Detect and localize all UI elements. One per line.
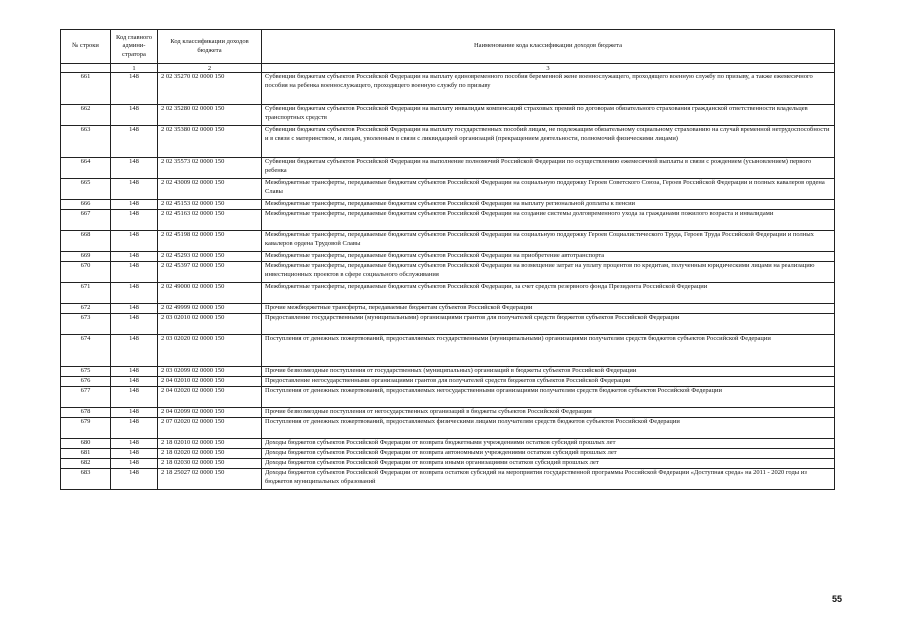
column-index: 2 (158, 64, 262, 73)
table-row (61, 158, 835, 179)
table-row (61, 314, 835, 335)
table-row (61, 418, 835, 439)
table-header-row (61, 30, 835, 64)
admin-code-cell: 148 (111, 200, 158, 210)
table-row (61, 105, 835, 126)
table-row (61, 439, 835, 449)
admin-code-cell: 148 (111, 231, 158, 252)
admin-code-cell: 148 (111, 105, 158, 126)
table-row (61, 459, 835, 469)
row-number-cell: 666 (61, 200, 111, 210)
code-name-cell: Межбюджетные трансферты, передаваемые бюджетам субъектов Российской Федерации на социальную поддержку Героев Социалистического Труда, Героев Труда Российской Федерации и полных кавалеров ордена Трудовой Славы (262, 231, 835, 252)
row-number-cell: 667 (61, 210, 111, 231)
row-number-cell: 676 (61, 377, 111, 387)
classification-code-cell: 2 03 02020 02 0000 150 (158, 335, 262, 367)
table-row (61, 126, 835, 158)
table-row (61, 367, 835, 377)
admin-code-cell: 148 (111, 439, 158, 449)
classification-code-cell: 2 02 45397 02 0000 150 (158, 262, 262, 283)
admin-code-cell: 148 (111, 262, 158, 283)
row-number-cell: 680 (61, 439, 111, 449)
code-name-cell: Межбюджетные трансферты, передаваемые бюджетам субъектов Российской Федерации на приобретение автотранспорта (262, 252, 835, 262)
admin-code-cell: 148 (111, 418, 158, 439)
admin-code-cell: 148 (111, 126, 158, 158)
row-number-cell: 669 (61, 252, 111, 262)
row-number-cell: 664 (61, 158, 111, 179)
row-number-cell: 678 (61, 408, 111, 418)
admin-code-cell: 148 (111, 252, 158, 262)
table-row (61, 231, 835, 252)
classification-code-cell: 2 02 45163 02 0000 150 (158, 210, 262, 231)
table-row (61, 262, 835, 283)
row-number-cell: 681 (61, 449, 111, 459)
classification-code-cell: 2 03 02099 02 0000 150 (158, 367, 262, 377)
code-name-cell: Прочие безвозмездные поступления от негосударственных организаций в бюджеты субъектов Российской Федерации (262, 408, 835, 418)
table-row (61, 73, 835, 105)
code-name-cell: Межбюджетные трансферты, передаваемые бюджетам субъектов Российской Федерации на возмещение затрат на уплату процентов по кредитам, полученным юридическими лицами на реализацию инвестиционных проектов в сфере социального обслуживания (262, 262, 835, 283)
classification-code-cell: 2 02 43009 02 0000 150 (158, 179, 262, 200)
table-row (61, 408, 835, 418)
classification-code-cell: 2 02 45153 02 0000 150 (158, 200, 262, 210)
row-number-cell: 671 (61, 283, 111, 304)
row-number-cell: 665 (61, 179, 111, 200)
header-classification-code: Код классификации доходов бюджета (158, 30, 262, 64)
classification-code-cell: 2 04 02020 02 0000 150 (158, 387, 262, 408)
header-code-name: Наименование кода классификации доходов бюджета (262, 30, 835, 64)
admin-code-cell: 148 (111, 377, 158, 387)
admin-code-cell: 148 (111, 469, 158, 490)
table-row (61, 283, 835, 304)
admin-code-cell: 148 (111, 73, 158, 105)
column-index: 1 (111, 64, 158, 73)
row-number-cell: 670 (61, 262, 111, 283)
classification-code-cell: 2 04 02010 02 0000 150 (158, 377, 262, 387)
code-name-cell: Субвенции бюджетам субъектов Российской Федерации на выполнение полномочий Российской Федерации по осуществлению ежемесячной выплаты в связи с рождением (усыновлением) первого ребенка (262, 158, 835, 179)
table-row (61, 387, 835, 408)
row-number-cell: 663 (61, 126, 111, 158)
column-index: 3 (262, 64, 835, 73)
classification-code-cell: 2 02 35270 02 0000 150 (158, 73, 262, 105)
classification-code-cell: 2 18 02030 02 0000 150 (158, 459, 262, 469)
admin-code-cell: 148 (111, 283, 158, 304)
table-row (61, 210, 835, 231)
classification-code-cell: 2 02 45293 02 0000 150 (158, 252, 262, 262)
classification-code-cell: 2 03 02010 02 0000 150 (158, 314, 262, 335)
row-number-cell: 682 (61, 459, 111, 469)
row-number-cell: 668 (61, 231, 111, 252)
table-row (61, 252, 835, 262)
code-name-cell: Прочие безвозмездные поступления от государственных (муниципальных) организаций в бюджеты субъектов Российской Федерации (262, 367, 835, 377)
admin-code-cell: 148 (111, 314, 158, 335)
classification-code-cell: 2 18 02010 02 0000 150 (158, 439, 262, 449)
header-row-number: № строки (61, 30, 111, 64)
table-row (61, 179, 835, 200)
code-name-cell: Межбюджетные трансферты, передаваемые бюджетам субъектов Российской Федерации на создание системы долговременного ухода за гражданами пожилого возраста и инвалидами (262, 210, 835, 231)
code-name-cell: Поступления от денежных пожертвований, предоставляемых физическими лицами получателям средств бюджетов субъектов Российской Федерации (262, 418, 835, 439)
code-name-cell: Межбюджетные трансферты, передаваемые бюджетам субъектов Российской Федерации на выплату региональной доплаты к пенсии (262, 200, 835, 210)
admin-code-cell: 148 (111, 210, 158, 231)
admin-code-cell: 148 (111, 387, 158, 408)
row-number-cell: 673 (61, 314, 111, 335)
row-number-cell: 674 (61, 335, 111, 367)
row-number-cell: 672 (61, 304, 111, 314)
admin-code-cell: 148 (111, 179, 158, 200)
row-number-cell: 675 (61, 367, 111, 377)
classification-code-cell: 2 04 02099 02 0000 150 (158, 408, 262, 418)
code-name-cell: Предоставление государственными (муниципальными) организациями грантов для получателей средств бюджетов субъектов Российской Федерации (262, 314, 835, 335)
code-name-cell: Субвенции бюджетам субъектов Российской Федерации на выплату государственных пособий лицам, не подлежащим обязательному социальному страхованию на случай временной нетрудоспособности и в связи с материнством, и лицам, уволенным в связи с ликвидацией организаций (прекращением деятельности, полномочий физическими лицами) (262, 126, 835, 158)
code-name-cell: Субвенции бюджетам субъектов Российской Федерации на выплату единовременного пособия беременной жене военнослужащего, проходящего военную службу по призыву, а также ежемесячного пособия на ребенка военнослужащего, проходящего военную службу по призыву (262, 73, 835, 105)
row-number-cell: 683 (61, 469, 111, 490)
classification-code-cell: 2 02 35573 02 0000 150 (158, 158, 262, 179)
admin-code-cell: 148 (111, 408, 158, 418)
classification-code-cell: 2 02 49000 02 0000 150 (158, 283, 262, 304)
code-name-cell: Доходы бюджетов субъектов Российской Федерации от возврата иными организациями остатков субсидий прошлых лет (262, 459, 835, 469)
classification-code-cell: 2 02 45198 02 0000 150 (158, 231, 262, 252)
budget-classification-table (60, 29, 835, 490)
admin-code-cell: 148 (111, 367, 158, 377)
row-number-cell: 661 (61, 73, 111, 105)
classification-code-cell: 2 18 02020 02 0000 150 (158, 449, 262, 459)
classification-code-cell: 2 02 35280 02 0000 150 (158, 105, 262, 126)
admin-code-cell: 148 (111, 449, 158, 459)
code-name-cell: Межбюджетные трансферты, передаваемые бюджетам субъектов Российской Федерации, за счет средств резервного фонда Президента Российской Федерации (262, 283, 835, 304)
column-index-row (61, 64, 835, 73)
admin-code-cell: 148 (111, 335, 158, 367)
table-body (61, 73, 835, 490)
code-name-cell: Субвенции бюджетам субъектов Российской Федерации на выплату инвалидам компенсаций страховых премий по договорам обязательного страхования гражданской ответственности владельцев транспортных средств (262, 105, 835, 126)
code-name-cell: Предоставление негосударственными организациями грантов для получателей средств бюджетов субъектов Российской Федерации (262, 377, 835, 387)
table-row (61, 449, 835, 459)
table-row (61, 335, 835, 367)
table-row (61, 304, 835, 314)
classification-code-cell: 2 02 35380 02 0000 150 (158, 126, 262, 158)
code-name-cell: Доходы бюджетов субъектов Российской Федерации от возврата остатков субсидий на мероприятия государственной программы Российской Федерации «Доступная среда» на 2011 - 2020 годы из бюджетов муниципальных образований (262, 469, 835, 490)
row-number-cell: 662 (61, 105, 111, 126)
classification-code-cell: 2 07 02020 02 0000 150 (158, 418, 262, 439)
code-name-cell: Прочие межбюджетные трансферты, передаваемые бюджетам субъектов Российской Федерации (262, 304, 835, 314)
row-number-cell: 679 (61, 418, 111, 439)
admin-code-cell: 148 (111, 459, 158, 469)
column-index (61, 64, 111, 73)
page-number: 55 (831, 594, 842, 604)
row-number-cell: 677 (61, 387, 111, 408)
code-name-cell: Доходы бюджетов субъектов Российской Федерации от возврата бюджетными учреждениями остатков субсидий прошлых лет (262, 439, 835, 449)
code-name-cell: Межбюджетные трансферты, передаваемые бюджетам субъектов Российской Федерации на социальную поддержку Героев Советского Союза, Героев Российской Федерации и полных кавалеров ордена Славы (262, 179, 835, 200)
code-name-cell: Поступления от денежных пожертвований, предоставляемых государственными (муниципальными) организациями получателям средств бюджетов субъектов Российской Федерации (262, 335, 835, 367)
code-name-cell: Поступления от денежных пожертвований, предоставляемых негосударственными организациями получателям средств бюджетов субъектов Российской Федерации (262, 387, 835, 408)
table-row (61, 200, 835, 210)
admin-code-cell: 148 (111, 304, 158, 314)
classification-code-cell: 2 18 25027 02 0000 150 (158, 469, 262, 490)
code-name-cell: Доходы бюджетов субъектов Российской Федерации от возврата автономными учреждениями остатков субсидий прошлых лет (262, 449, 835, 459)
table-row (61, 377, 835, 387)
classification-code-cell: 2 02 49999 02 0000 150 (158, 304, 262, 314)
admin-code-cell: 148 (111, 158, 158, 179)
header-admin-code: Код главного админи-стратора (111, 30, 158, 64)
table-row (61, 469, 835, 490)
